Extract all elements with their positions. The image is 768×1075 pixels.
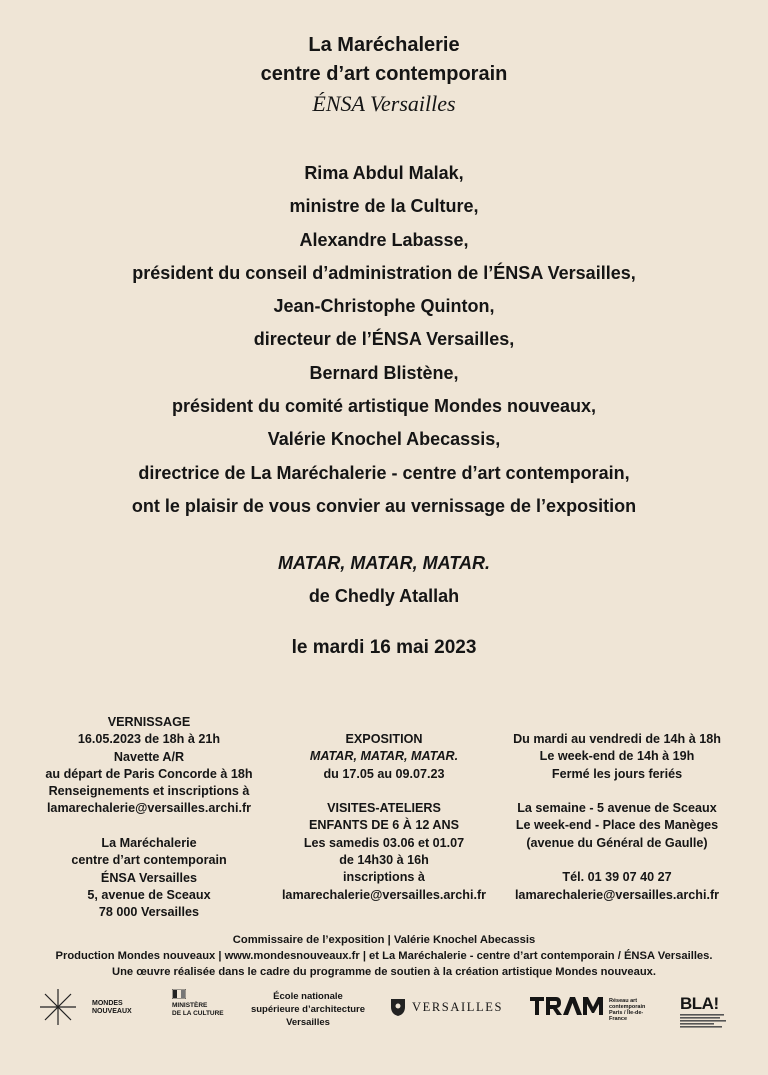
host-line: directeur de l’ÉNSA Versailles, — [253, 329, 515, 350]
program-line: Une œuvre réalisée dans le cadre du programme de soutien à la création artistique Mondes nouveaux. — [112, 966, 656, 978]
ministere-logo — [172, 989, 232, 1029]
mondes-text: MONDES — [92, 1000, 123, 1007]
credits — [0, 932, 768, 980]
location-avenue: (avenue du Général de Gaulle) — [526, 835, 708, 850]
school-name: ÉNSA Versailles — [312, 91, 456, 116]
exposition-column — [268, 731, 500, 904]
host-line: ont le plaisir de vous convier au vernissage de l’exposition — [131, 495, 637, 516]
host-line: Rima Abdul Malak, — [304, 163, 464, 183]
tram-logo — [530, 995, 660, 1021]
ensa-versailles-logo — [246, 990, 370, 1029]
exposition-dates: du 17.05 au 09.07.23 — [323, 766, 445, 781]
exhibition-title: MATAR, MATAR, MATAR. — [278, 553, 490, 573]
ville-versailles-logo — [390, 997, 510, 1019]
workshops-email[interactable]: lamarechalerie@versailles.archi.fr — [281, 887, 487, 902]
tram-line1: Réseau art — [609, 998, 638, 1004]
registration-line: Renseignements et inscriptions à — [48, 784, 250, 799]
tram-line2: contemporain — [609, 1004, 646, 1010]
mondes-nouveaux-logo — [38, 987, 148, 1027]
exhibition-block — [0, 547, 768, 613]
venue-subtitle: centre d’art contemporain — [260, 63, 508, 85]
host-line: président du conseil d’administration de l’ÉNSA Versailles, — [132, 262, 636, 283]
workshops-time: de 14h30 à 16h — [339, 853, 429, 868]
bla-text: BLA! — [680, 994, 719, 1013]
curator-line: Commissaire de l’exposition | Valérie Knochel Abecassis — [232, 934, 536, 946]
culture-text: DE LA CULTURE — [172, 1009, 224, 1017]
workshops-age: ENFANTS DE 6 À 12 ANS — [309, 818, 459, 833]
exposition-title: MATAR, MATAR, MATAR. — [309, 749, 459, 764]
host-line: Alexandre Labasse, — [299, 229, 469, 250]
shuttle-line: Navette A/R — [113, 749, 185, 764]
coat-of-arms-icon — [390, 997, 406, 1017]
marianne-icon — [172, 989, 186, 999]
host-line: Jean-Christophe Quinton, — [273, 296, 495, 317]
shuttle-departure: au départ de Paris Concorde à 18h — [45, 766, 253, 781]
production-line: Production Mondes nouveaux | www.mondesnouveaux.fr | et La Maréchalerie - centre d’art contemporain / ÉNSA Versailles. — [55, 950, 713, 962]
vernissage-date: 16.05.2023 de 18h à 21h — [77, 732, 221, 747]
workshops-registration: inscriptions à — [343, 870, 425, 885]
hours-column — [500, 731, 734, 904]
hours-weekday: Du mardi au vendredi de 14h à 18h — [513, 732, 721, 746]
versailles-text: VERSAILLES — [412, 1000, 503, 1014]
vernissage-column — [25, 714, 273, 922]
exposition-heading: EXPOSITION — [345, 732, 423, 746]
host-line: Bernard Blistène, — [309, 362, 459, 383]
location-weekend: Le week-end - Place des Manèges — [515, 818, 719, 833]
ecole-line2: supérieure d’architecture — [250, 1004, 366, 1015]
nouveaux-text: NOUVEAUX — [92, 1008, 132, 1015]
exhibition-date: le mardi 16 mai 2023 — [291, 637, 477, 658]
host-line: président du comité artistique Mondes nouveaux, — [171, 396, 597, 417]
venue-name: La Maréchalerie — [308, 34, 460, 56]
exhibition-artist: de Chedly Atallah — [308, 586, 460, 606]
bla-logo — [680, 995, 732, 1029]
host-line: Valérie Knochel Abecassis, — [267, 429, 501, 450]
header — [0, 31, 768, 118]
tram-line3: Paris / Île-de-France — [609, 1010, 644, 1022]
workshops-dates: Les samedis 03.06 et 01.07 — [303, 835, 465, 850]
address-venue: La Maréchalerie — [101, 836, 197, 851]
phone-number[interactable]: Tél. 01 39 07 40 27 — [562, 870, 672, 885]
hours-closed: Fermé les jours feriés — [551, 766, 683, 781]
address-school: ÉNSA Versailles — [100, 870, 198, 885]
location-weekday: La semaine - 5 avenue de Sceaux — [517, 801, 717, 816]
bla-subtitle-lines-icon — [680, 1014, 730, 1028]
address-city: 78 000 Versailles — [98, 905, 200, 920]
hosts-list — [0, 157, 768, 523]
host-line: directrice de La Maréchalerie - centre d’art contemporain, — [138, 462, 630, 483]
registration-email[interactable]: lamarechalerie@versailles.archi.fr — [46, 801, 252, 816]
partner-logos — [0, 985, 768, 1035]
contact-email[interactable]: lamarechalerie@versailles.archi.fr — [514, 887, 720, 902]
workshops-heading: VISITES-ATELIERS — [327, 801, 441, 816]
ministere-text: MINISTÈRE — [172, 1002, 208, 1009]
address-street: 5, avenue de Sceaux — [87, 887, 211, 902]
address-subtitle: centre d’art contemporain — [71, 853, 227, 868]
ecole-line3: Versailles — [286, 1017, 330, 1028]
hours-weekend: Le week-end de 14h à 19h — [539, 749, 695, 764]
vernissage-heading: VERNISSAGE — [107, 715, 191, 729]
host-line: ministre de la Culture, — [289, 196, 479, 217]
ecole-line1: École nationale — [273, 991, 343, 1002]
tram-wordmark-icon — [530, 995, 606, 1017]
star-burst-icon — [38, 987, 78, 1027]
